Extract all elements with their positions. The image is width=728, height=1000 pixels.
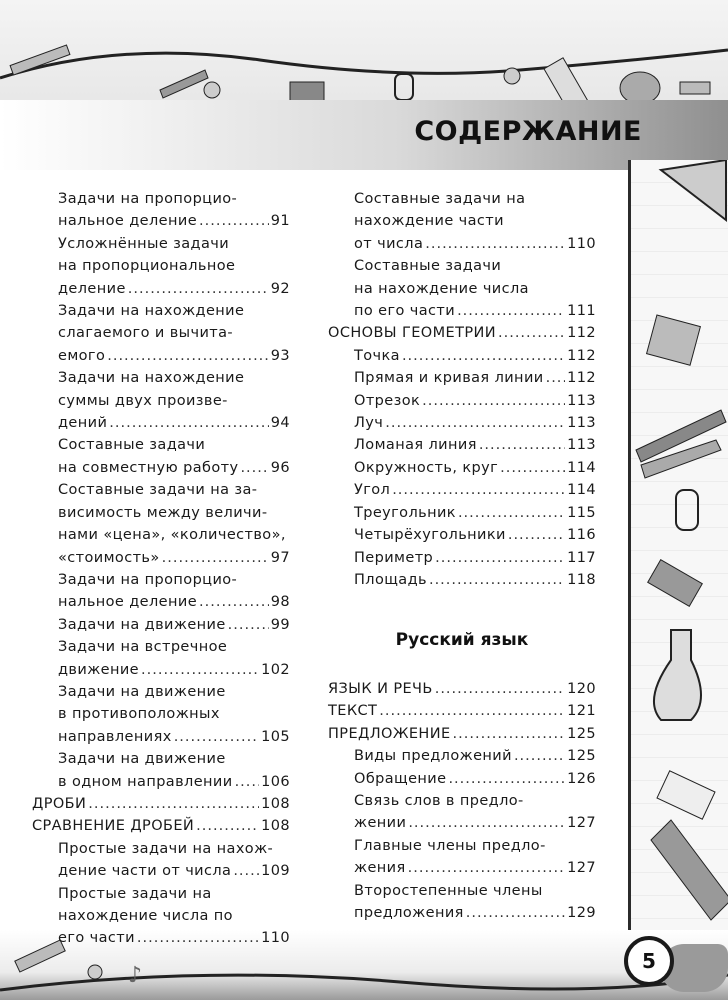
toc-entry[interactable] bbox=[328, 300, 596, 322]
toc-entry-title: жения bbox=[354, 860, 406, 877]
toc-leader-dots bbox=[228, 614, 269, 636]
toc-entry-line: Составные задачи на bbox=[354, 191, 526, 207]
toc-entry-page: 112 bbox=[567, 347, 596, 364]
toc-entry-title: Площадь bbox=[354, 571, 427, 588]
toc-leader-dots bbox=[408, 857, 565, 879]
toc-entry-line: слагаемого и вычита- bbox=[58, 325, 234, 342]
toc-entry[interactable] bbox=[328, 390, 596, 412]
toc-entry-title: жении bbox=[354, 815, 407, 832]
toc-leader-dots bbox=[233, 860, 259, 882]
toc-entry[interactable] bbox=[328, 768, 596, 790]
toc-entry-line: на пропорциональное bbox=[58, 258, 236, 275]
toc-leader-dots bbox=[466, 902, 565, 924]
toc-entry[interactable] bbox=[32, 412, 290, 434]
toc-entry[interactable] bbox=[32, 860, 290, 882]
toc-leader-dots bbox=[235, 771, 260, 793]
toc-entry-title: Луч bbox=[354, 415, 384, 432]
toc-leader-dots bbox=[402, 345, 565, 367]
toc-entry-page: 111 bbox=[567, 303, 596, 320]
toc-entry[interactable] bbox=[32, 815, 290, 837]
toc-entry-page: 118 bbox=[567, 571, 596, 588]
toc-entry-line: Простые задачи на нахож- bbox=[58, 840, 274, 857]
toc-entry-page: 110 bbox=[261, 930, 290, 947]
header-decoration bbox=[0, 0, 728, 115]
toc-entry-line: Простые задачи на bbox=[58, 885, 212, 902]
toc-entry-title: на совместную работу bbox=[58, 459, 239, 476]
toc-entry-page: 117 bbox=[567, 549, 596, 566]
toc-entry[interactable] bbox=[32, 591, 290, 613]
toc-entry[interactable] bbox=[32, 793, 290, 815]
toc-entry-line: Задачи на нахождение bbox=[58, 303, 245, 320]
toc-entry[interactable] bbox=[328, 700, 596, 722]
toc-entry-page: 116 bbox=[567, 527, 596, 544]
toc-entry-line: Задачи на нахождение bbox=[58, 370, 245, 387]
page-number: 5 bbox=[624, 936, 674, 986]
toc-entry-title: Ломаная линия bbox=[354, 437, 477, 454]
table-of-contents bbox=[0, 170, 628, 947]
toc-entry-title: Треугольник bbox=[354, 504, 456, 521]
toc-entry[interactable] bbox=[328, 479, 596, 501]
toc-entry-line: Задачи на движение bbox=[58, 683, 226, 700]
toc-entry[interactable] bbox=[328, 412, 596, 434]
toc-entry-line: Задачи на пропорцио- bbox=[58, 191, 238, 207]
toc-entry-title: ТЕКСТ bbox=[328, 703, 378, 720]
toc-entry-line: Составные задачи на за- bbox=[58, 482, 258, 499]
toc-entry-title: предложения bbox=[354, 905, 464, 922]
toc-entry[interactable] bbox=[328, 502, 596, 524]
toc-entry-line: Усложнённые задачи bbox=[58, 235, 230, 252]
toc-entry-page: 112 bbox=[567, 370, 596, 387]
toc-entry-title: его части bbox=[58, 930, 135, 947]
toc-leader-dots bbox=[162, 547, 269, 569]
toc-leader-dots bbox=[453, 723, 566, 745]
toc-entry-title: Угол bbox=[354, 482, 391, 499]
toc-entry[interactable] bbox=[328, 902, 596, 924]
toc-entry-page: 91 bbox=[270, 213, 290, 230]
toc-entry-title: дений bbox=[58, 415, 108, 432]
svg-text:♪: ♪ bbox=[128, 963, 143, 988]
toc-entry[interactable] bbox=[328, 745, 596, 767]
toc-leader-dots bbox=[199, 591, 269, 613]
toc-entry-page: 106 bbox=[261, 773, 290, 790]
toc-entry-title: Окружность, круг bbox=[354, 459, 499, 476]
toc-entry-page: 110 bbox=[567, 235, 596, 252]
toc-left-column bbox=[32, 188, 290, 950]
toc-entry-page: 120 bbox=[567, 681, 596, 697]
toc-entry-title: «стоимость» bbox=[58, 549, 160, 566]
toc-leader-dots bbox=[385, 412, 565, 434]
toc-entry-title: СРАВНЕНИЕ ДРОБЕЙ bbox=[32, 818, 195, 835]
toc-leader-dots bbox=[425, 233, 565, 255]
toc-entry[interactable] bbox=[328, 723, 596, 745]
toc-right-column bbox=[328, 188, 596, 591]
toc-entry-title: Точка bbox=[354, 347, 400, 364]
toc-leader-dots bbox=[141, 659, 259, 681]
toc-leader-dots bbox=[137, 927, 259, 949]
toc-entry-page: 93 bbox=[270, 347, 290, 364]
toc-entry-line: нахождение части bbox=[354, 213, 504, 230]
toc-entry-page: 113 bbox=[567, 415, 596, 432]
toc-entry-line: Составные задачи bbox=[58, 437, 206, 454]
toc-leader-dots bbox=[479, 434, 565, 456]
toc-entry-title: Виды предложений bbox=[354, 748, 512, 765]
toc-entry-title: Периметр bbox=[354, 549, 434, 566]
toc-entry-line: Задачи на движение bbox=[58, 751, 226, 768]
toc-entry[interactable] bbox=[328, 367, 596, 389]
toc-entry[interactable] bbox=[328, 457, 596, 479]
toc-entry[interactable] bbox=[32, 771, 290, 793]
toc-entry[interactable] bbox=[32, 927, 290, 949]
toc-entry-title: Обращение bbox=[354, 770, 447, 787]
toc-entry[interactable] bbox=[32, 278, 290, 300]
toc-entry-page: 115 bbox=[567, 504, 596, 521]
toc-leader-dots bbox=[514, 745, 565, 767]
toc-entry-page: 121 bbox=[567, 703, 596, 720]
toc-entry[interactable] bbox=[328, 678, 596, 700]
toc-leader-dots bbox=[109, 412, 268, 434]
toc-entry-line: Второстепенные члены bbox=[354, 882, 543, 899]
toc-entry-page: 125 bbox=[567, 725, 596, 742]
toc-entry-title: Четырёхугольники bbox=[354, 527, 506, 544]
toc-entry[interactable] bbox=[328, 434, 596, 456]
toc-entry-title: ДРОБИ bbox=[32, 795, 87, 812]
toc-entry-page: 105 bbox=[261, 728, 290, 745]
toc-entry[interactable] bbox=[328, 857, 596, 879]
toc-leader-dots bbox=[448, 768, 565, 790]
toc-entry[interactable] bbox=[32, 345, 290, 367]
toc-entry-page: 114 bbox=[567, 482, 596, 499]
toc-entry[interactable] bbox=[328, 524, 596, 546]
toc-entry[interactable] bbox=[328, 345, 596, 367]
side-decoration bbox=[628, 160, 728, 1000]
section-heading-russian: Русский язык bbox=[395, 630, 529, 650]
toc-entry-page: 108 bbox=[261, 818, 290, 835]
toc-entry-line: Связь слов в предло- bbox=[354, 793, 524, 810]
toc-entry-line: Задачи на встречное bbox=[58, 639, 228, 656]
toc-leader-dots bbox=[429, 569, 565, 591]
toc-leader-dots bbox=[458, 502, 565, 524]
toc-entry[interactable] bbox=[32, 547, 290, 569]
toc-entry-page: 113 bbox=[567, 437, 596, 454]
toc-entry-page: 98 bbox=[270, 594, 290, 611]
toc-leader-dots bbox=[500, 457, 565, 479]
toc-entry-page: 125 bbox=[567, 748, 596, 765]
toc-leader-dots bbox=[508, 524, 565, 546]
toc-leader-dots bbox=[408, 812, 565, 834]
toc-leader-dots bbox=[435, 547, 565, 569]
toc-leader-dots bbox=[546, 367, 566, 389]
toc-entry-title: Отрезок bbox=[354, 392, 421, 409]
toc-entry-line: Составные задачи bbox=[354, 258, 502, 275]
toc-entry-line: Главные члены предло- bbox=[354, 837, 546, 854]
toc-entry-title: в одном направлении bbox=[58, 773, 233, 790]
toc-entry-title: дение части от числа bbox=[58, 863, 232, 880]
toc-entry[interactable] bbox=[32, 659, 290, 681]
toc-leader-dots bbox=[392, 479, 565, 501]
toc-leader-dots bbox=[199, 210, 269, 232]
toc-entry-title: ПРЕДЛОЖЕНИЕ bbox=[328, 725, 451, 742]
toc-entry-page: 94 bbox=[270, 415, 290, 432]
toc-entry[interactable] bbox=[328, 233, 596, 255]
toc-entry-page: 109 bbox=[261, 863, 290, 880]
toc-entry[interactable] bbox=[32, 210, 290, 232]
toc-entry-title: Прямая и кривая линии bbox=[354, 370, 544, 387]
toc-entry-page: 127 bbox=[567, 860, 596, 877]
toc-entry-page: 113 bbox=[567, 392, 596, 409]
toc-entry[interactable] bbox=[32, 726, 290, 748]
toc-entry-title: деление bbox=[58, 280, 126, 297]
toc-entry-title: от числа bbox=[354, 235, 424, 252]
toc-leader-dots bbox=[88, 793, 259, 815]
toc-leader-dots bbox=[196, 815, 259, 837]
toc-entry-title: нальное деление bbox=[58, 213, 198, 230]
toc-entry-page: 114 bbox=[567, 459, 596, 476]
toc-entry-line: суммы двух произве- bbox=[58, 392, 228, 409]
toc-entry-page: 112 bbox=[567, 325, 596, 342]
toc-leader-dots bbox=[435, 678, 565, 700]
toc-entry-title: Задачи на движение bbox=[58, 616, 226, 633]
toc-russian-column bbox=[328, 678, 596, 924]
toc-entry-line: на нахождение числа bbox=[354, 280, 529, 297]
side-supplies-illustration bbox=[631, 160, 728, 1000]
toc-entry-page: 97 bbox=[270, 549, 290, 566]
toc-entry-line: нахождение числа по bbox=[58, 908, 233, 924]
toc-leader-dots bbox=[498, 322, 565, 344]
toc-entry-line: нами «цена», «количество», bbox=[58, 527, 286, 544]
toc-entry-page: 99 bbox=[270, 616, 290, 633]
toc-leader-dots bbox=[457, 300, 565, 322]
toc-entry[interactable] bbox=[328, 812, 596, 834]
toc-entry-line: в противоположных bbox=[58, 706, 220, 723]
school-supplies-illustration bbox=[0, 0, 728, 115]
toc-entry-page: 92 bbox=[270, 280, 290, 297]
toc-entry-title: направлениях bbox=[58, 728, 172, 745]
toc-entry-page: 126 bbox=[567, 770, 596, 787]
toc-entry[interactable] bbox=[32, 614, 290, 636]
toc-leader-dots bbox=[422, 390, 565, 412]
toc-leader-dots bbox=[240, 457, 268, 479]
toc-leader-dots bbox=[379, 700, 565, 722]
toc-entry-page: 102 bbox=[261, 661, 290, 678]
toc-entry-line: висимость между величи- bbox=[58, 504, 268, 521]
toc-entry-title: нальное деление bbox=[58, 594, 198, 611]
toc-leader-dots bbox=[128, 278, 269, 300]
toc-entry-title: по его части bbox=[354, 303, 456, 320]
toc-entry-title: емого bbox=[58, 347, 106, 364]
toc-entry-title: ЯЗЫК И РЕЧЬ bbox=[328, 681, 433, 697]
toc-entry-page: 108 bbox=[261, 795, 290, 812]
toc-entry[interactable] bbox=[328, 547, 596, 569]
toc-entry[interactable] bbox=[32, 457, 290, 479]
toc-entry-page: 129 bbox=[567, 905, 596, 922]
toc-entry-page: 127 bbox=[567, 815, 596, 832]
toc-entry-line: Задачи на пропорцио- bbox=[58, 571, 238, 588]
toc-entry-title: ОСНОВЫ ГЕОМЕТРИИ bbox=[328, 325, 496, 342]
toc-leader-dots bbox=[174, 726, 259, 748]
toc-entry[interactable] bbox=[328, 569, 596, 591]
toc-entry[interactable] bbox=[328, 322, 596, 344]
page-title: СОДЕРЖАНИЕ bbox=[414, 116, 642, 147]
toc-entry-page: 96 bbox=[270, 459, 290, 476]
toc-leader-dots bbox=[107, 345, 269, 367]
toc-entry-title: движение bbox=[58, 661, 140, 678]
